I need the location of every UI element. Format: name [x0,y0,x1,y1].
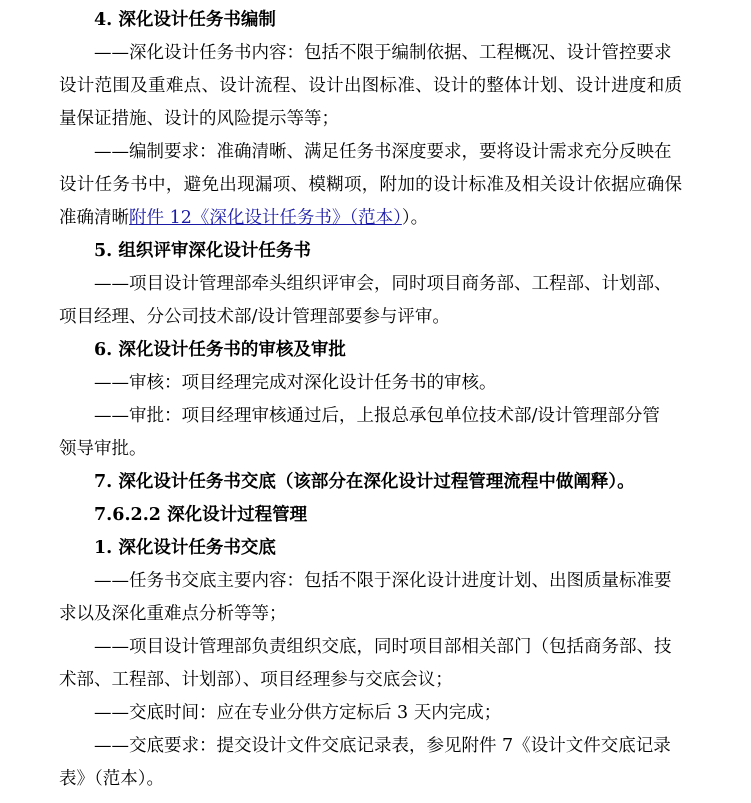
section-heading-4: 4. 深化设计任务书编制 [94,10,276,30]
paragraph-line: 领导审批。 [59,439,147,459]
paragraph-line: 术部、工程部、计划部）、项目经理参与交底会议； [59,670,453,690]
text-span: 准确清晰 [59,208,129,228]
section-heading-7: 7. 深化设计任务书交底（该部分在深化设计过程管理流程中做阐释）。 [94,472,635,492]
paragraph-line: 量保证措施、设计的风险提示等等； [59,109,339,129]
paragraph-line [59,207,682,229]
section-heading-5: 5. 组织评审深化设计任务书 [94,241,311,261]
paragraph-line: 求以及深化重难点分析等等； [59,604,287,624]
section-heading-7-6-2-2: 7.6.2.2 深化设计过程管理 [94,505,308,525]
text-span: ）。 [401,208,429,228]
section-heading-1: 1. 深化设计任务书交底 [94,538,276,558]
paragraph-line: ——交底时间：应在专业分供方定标后 3 天内完成； [94,703,502,723]
paragraph-line: ——深化设计任务书内容：包括不限于编制依据、工程概况、设计管控要求 [94,43,672,63]
paragraph-line: 项目经理、分公司技术部/设计管理部要参与评审。 [59,307,450,327]
paragraph-line: ——任务书交底主要内容：包括不限于深化设计进度计划、出图质量标准要 [94,571,672,591]
paragraph-line: ——审核：项目经理完成对深化设计任务书的审核。 [94,373,497,393]
paragraph-line: ——项目设计管理部牵头组织评审会，同时项目商务部、工程部、计划部、 [94,274,672,294]
paragraph-line: 设计范围及重难点、设计流程、设计出图标准、设计的整体计划、设计进度和质 [59,76,682,96]
paragraph-line: ——交底要求：提交设计文件交底记录表，参见附件 7《设计文件交底记录 [94,736,671,756]
paragraph-line: ——项目设计管理部负责组织交底，同时项目部相关部门（包括商务部、技 [94,637,672,657]
paragraph-line: ——编制要求：准确清晰、满足任务书深度要求，要将设计需求充分反映在 [94,142,672,162]
paragraph-line: 表》（范本）。 [59,769,164,789]
paragraph-line: 设计任务书中，避免出现漏项、模糊项，附加的设计标准及相关设计依据应确保 [59,175,682,195]
section-heading-6: 6. 深化设计任务书的审核及审批 [94,340,346,360]
appendix-12-link[interactable]: 附件 12《深化设计任务书》（范本） [129,208,402,228]
paragraph-line: ——审批：项目经理审核通过后，上报总承包单位技术部/设计管理部分管 [94,406,660,426]
